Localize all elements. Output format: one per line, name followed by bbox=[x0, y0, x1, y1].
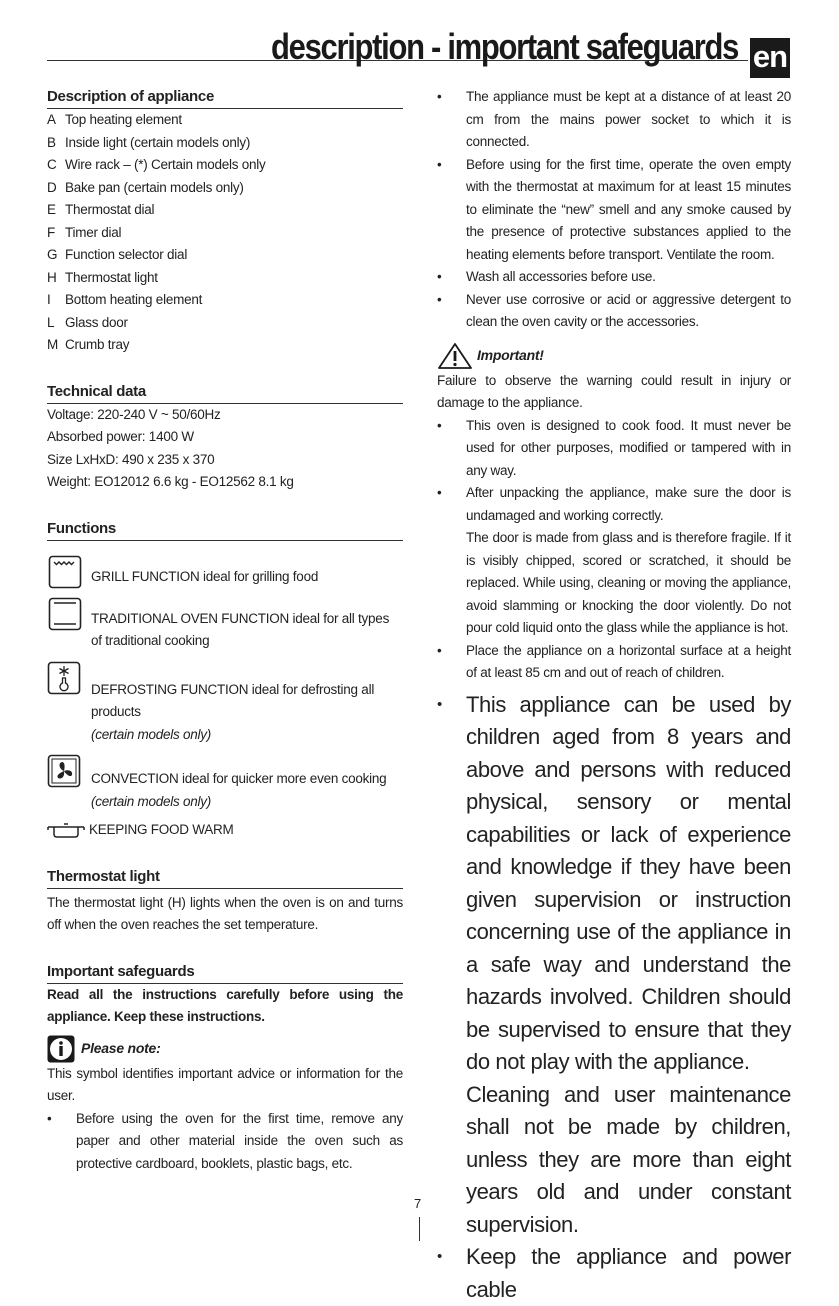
function-text-block bbox=[91, 661, 403, 747]
appliance-parts-list bbox=[47, 109, 403, 357]
function-defrost bbox=[47, 661, 403, 747]
list-item bbox=[47, 267, 403, 290]
list-item: • The appliance must be kept at a distance of at least 20 cm from the mains power socket to which it is connected. bbox=[437, 86, 791, 154]
thermostat-title: Thermostat light bbox=[47, 866, 403, 889]
safeguards-bullets bbox=[47, 1108, 403, 1176]
list-item bbox=[47, 199, 403, 222]
list-item bbox=[437, 689, 791, 1242]
thermostat-text: The thermostat light (H) lights when the oven is on and turns off when the oven reaches the set temperature. bbox=[47, 892, 403, 937]
list-item: • Before using the oven for the first time, remove any paper and other material inside the oven such as protective cardboard, booklets, plastic bags, etc. bbox=[47, 1108, 403, 1176]
function-text: KEEPING FOOD WARM bbox=[89, 819, 403, 842]
list-item: • Wash all accessories before use. bbox=[437, 266, 791, 289]
page-number: 7 bbox=[414, 1196, 421, 1211]
safeguards-intro: Read all the instructions carefully before using the appliance. Keep these instructions. bbox=[47, 984, 403, 1029]
left-column bbox=[47, 86, 403, 1175]
please-note-heading bbox=[47, 1035, 403, 1063]
list-item bbox=[47, 289, 403, 312]
list-item bbox=[47, 244, 403, 267]
page-title: description - important safeguards bbox=[271, 26, 738, 68]
part-label: Thermostat dial bbox=[65, 199, 154, 222]
part-letter: I bbox=[47, 289, 65, 312]
part-letter: F bbox=[47, 222, 65, 245]
function-note: (certain models only) bbox=[91, 724, 403, 747]
part-label: Glass door bbox=[65, 312, 128, 335]
page-header bbox=[47, 24, 790, 84]
function-grill bbox=[47, 555, 403, 589]
function-text-block bbox=[91, 754, 403, 813]
list-item bbox=[437, 482, 791, 640]
part-label: Thermostat light bbox=[65, 267, 158, 290]
technical-line: Voltage: 220-240 V ~ 50/60Hz bbox=[47, 404, 403, 427]
defrost-icon-wrap bbox=[47, 661, 83, 703]
traditional-oven-icon bbox=[47, 597, 83, 631]
list-item: • Keep the appliance and power cable bbox=[437, 1241, 791, 1306]
safeguards-title: Important safeguards bbox=[47, 961, 403, 984]
part-letter: A bbox=[47, 109, 65, 132]
function-convection bbox=[47, 754, 403, 813]
function-traditional bbox=[47, 597, 403, 653]
grill-icon bbox=[47, 555, 83, 589]
bullet-text: • After unpacking the appliance, make sure the door is undamaged and working correctly. bbox=[466, 482, 791, 527]
keep-warm-pot-icon bbox=[47, 821, 85, 839]
right-bullets-top bbox=[437, 86, 791, 334]
function-keep-warm bbox=[47, 819, 403, 842]
part-label: Top heating element bbox=[65, 109, 182, 132]
defrost-icon bbox=[47, 661, 81, 695]
important-label: Important! bbox=[477, 344, 544, 367]
bullet-continuation: The door is made from glass and is therefore fragile. If it is visibly chipped, scored or scratched, it should be replaced. While using, cleaning or moving the appliance, avoid slamming or knocking the door violently. Do not pour cold liquid onto the glass while the appliance is hot. bbox=[466, 527, 791, 640]
list-item: • This oven is designed to cook food. It must never be used for other purposes, modified or tampered with in any way. bbox=[437, 415, 791, 483]
important-heading bbox=[437, 342, 791, 370]
important-text: Failure to observe the warning could result in injury or damage to the appliance. bbox=[437, 370, 791, 415]
warning-triangle-icon bbox=[437, 342, 473, 370]
large-print-bullets bbox=[437, 689, 791, 1306]
page-number-rule bbox=[419, 1217, 420, 1241]
convection-icon-wrap bbox=[47, 754, 83, 796]
language-badge: en bbox=[750, 38, 790, 78]
function-note: (certain models only) bbox=[91, 791, 403, 814]
part-label: Bottom heating element bbox=[65, 289, 202, 312]
part-label: Wire rack – (*) Certain models only bbox=[65, 154, 266, 177]
list-item: • Never use corrosive or acid or aggressive detergent to clean the oven cavity or the accessories. bbox=[437, 289, 791, 334]
part-letter: B bbox=[47, 132, 65, 155]
please-note-label: Please note: bbox=[81, 1037, 160, 1060]
bullet-text: • This appliance can be used by children aged from 8 years and above and persons with reduced physical, sensory or mental capabilities or lack of experience and knowledge if they have been given supervision or instruction concerning use of the appliance in a safe way and understand the hazards involved. Children should be supervised to ensure that they do not play with the appliance. bbox=[466, 689, 791, 1079]
part-letter: G bbox=[47, 244, 65, 267]
technical-line: Absorbed power: 1400 W bbox=[47, 426, 403, 449]
list-item bbox=[47, 334, 403, 357]
right-column bbox=[437, 86, 791, 1306]
part-label: Function selector dial bbox=[65, 244, 187, 267]
function-text: DEFROSTING FUNCTION ideal for defrosting all products bbox=[91, 679, 403, 724]
part-label: Bake pan (certain models only) bbox=[65, 177, 244, 200]
part-letter: H bbox=[47, 267, 65, 290]
list-item bbox=[47, 132, 403, 155]
list-item bbox=[47, 177, 403, 200]
description-title: Description of appliance bbox=[47, 86, 403, 109]
right-bullets-mid bbox=[437, 415, 791, 685]
list-item bbox=[47, 109, 403, 132]
technical-data-title: Technical data bbox=[47, 381, 403, 404]
function-text: TRADITIONAL OVEN FUNCTION ideal for all types of traditional cooking bbox=[91, 608, 403, 653]
info-icon bbox=[47, 1035, 75, 1063]
please-note-text: This symbol identifies important advice or information for the user. bbox=[47, 1063, 403, 1108]
list-item bbox=[47, 154, 403, 177]
part-letter: E bbox=[47, 199, 65, 222]
technical-line: Size LxHxD: 490 x 235 x 370 bbox=[47, 449, 403, 472]
part-letter: C bbox=[47, 154, 65, 177]
list-item: • Place the appliance on a horizontal surface at a height of at least 85 cm and out of reach of children. bbox=[437, 640, 791, 685]
bullet-continuation: Cleaning and user maintenance shall not be made by children, unless they are more than eight years old and under constant supervision. bbox=[466, 1079, 791, 1242]
function-text: GRILL FUNCTION ideal for grilling food bbox=[91, 566, 403, 589]
part-label: Crumb tray bbox=[65, 334, 129, 357]
part-letter: M bbox=[47, 334, 65, 357]
part-label: Timer dial bbox=[65, 222, 121, 245]
part-label: Inside light (certain models only) bbox=[65, 132, 250, 155]
convection-fan-icon bbox=[47, 754, 81, 788]
function-text: CONVECTION ideal for quicker more even cooking bbox=[91, 768, 403, 791]
list-item bbox=[47, 312, 403, 335]
part-letter: D bbox=[47, 177, 65, 200]
functions-title: Functions bbox=[47, 518, 403, 541]
part-letter: L bbox=[47, 312, 65, 335]
list-item: • Before using for the first time, operate the oven empty with the thermostat at maximum for at least 15 minutes to eliminate the “new” smell and any smoke caused by the presence of protective substances applied to the heating elements before transport. Ventilate the room. bbox=[437, 154, 791, 267]
technical-line: Weight: EO12012 6.6 kg - EO12562 8.1 kg bbox=[47, 471, 403, 494]
list-item bbox=[47, 222, 403, 245]
